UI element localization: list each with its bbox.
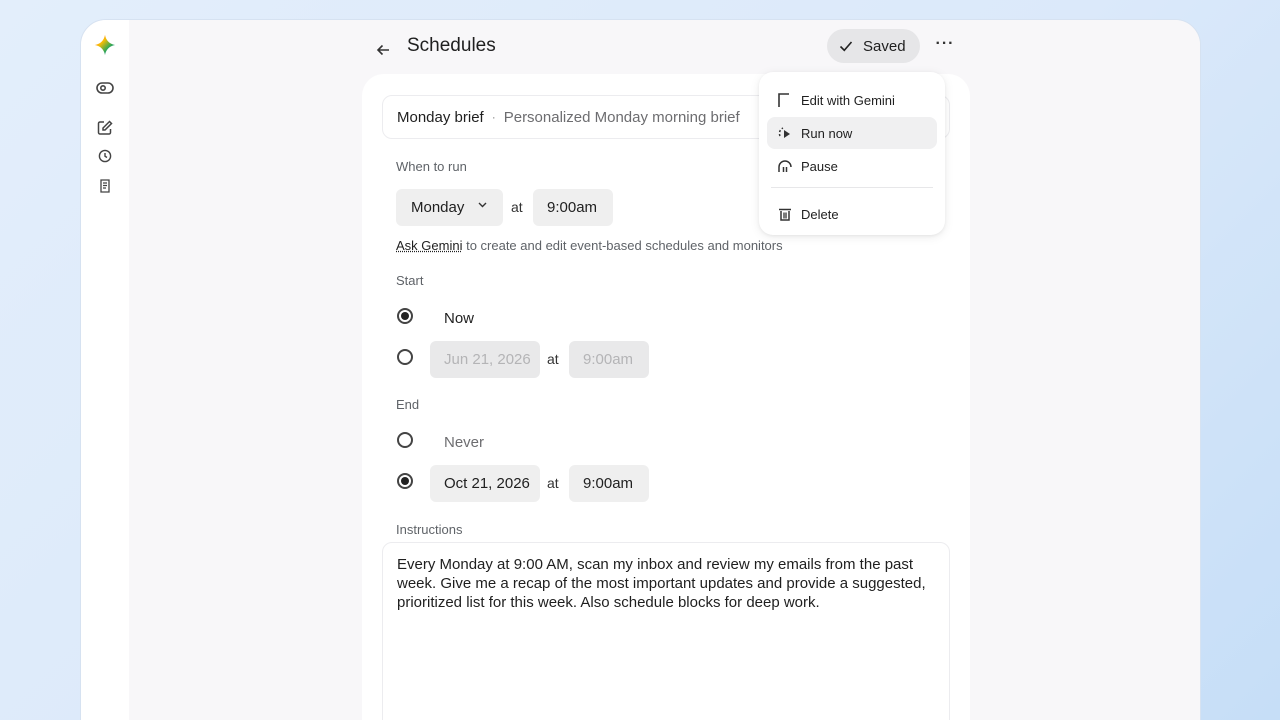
- start-time-field[interactable]: 9:00am: [569, 341, 649, 378]
- separator: ·: [491, 110, 496, 124]
- saved-label: Saved: [863, 37, 906, 55]
- instructions-textarea[interactable]: Every Monday at 9:00 AM, scan my inbox and review my emails from the past week. Give me a recap of the most important updates and provide a suggested, prioritized list for this week. Also schedule blocks for deep work.: [382, 542, 950, 720]
- schedule-description: Personalized Monday morning brief: [503, 108, 740, 126]
- end-date-radio[interactable]: [397, 473, 413, 489]
- at-label: at: [511, 199, 523, 215]
- app-window: [80, 19, 1201, 720]
- edit-gemini-icon: [777, 92, 793, 108]
- pause-icon: [777, 158, 793, 174]
- schedule-name: Monday brief: [397, 108, 484, 126]
- run-now-icon: [777, 125, 793, 141]
- more-options-button[interactable]: ···: [935, 35, 955, 52]
- day-value: Monday: [411, 199, 465, 216]
- instructions-label: Instructions: [396, 522, 463, 537]
- new-chat-icon[interactable]: [93, 116, 117, 140]
- run-time-field[interactable]: 9:00am: [533, 189, 613, 226]
- back-arrow-icon[interactable]: [372, 39, 394, 61]
- menu-item-delete[interactable]: [767, 198, 937, 230]
- end-never-label: Never: [444, 434, 485, 451]
- menu-item-label: Delete: [801, 206, 839, 222]
- document-icon[interactable]: [93, 174, 117, 198]
- end-date-field[interactable]: Oct 21, 2026: [430, 465, 540, 502]
- chevron-down-icon: [478, 202, 487, 208]
- menu-divider: [771, 187, 933, 188]
- end-at-label: at: [547, 475, 559, 491]
- day-select[interactable]: [396, 189, 503, 226]
- menu-item-pause[interactable]: [767, 150, 937, 182]
- start-date-radio[interactable]: [397, 349, 413, 365]
- hint-text: to create and edit event-based schedules and monitors: [462, 238, 783, 253]
- check-icon: [839, 40, 853, 52]
- end-label: End: [396, 397, 420, 412]
- trash-icon: [777, 206, 793, 222]
- gemini-logo-icon[interactable]: [93, 33, 117, 57]
- start-date-field[interactable]: Jun 21, 2026: [430, 341, 540, 378]
- page-title: Schedules: [407, 35, 496, 56]
- sidebar-rail: [81, 20, 129, 720]
- start-label: Start: [396, 273, 424, 288]
- start-now-label: Now: [444, 310, 475, 327]
- end-never-radio[interactable]: [397, 432, 413, 448]
- menu-item-edit-with-gemini[interactable]: [767, 84, 937, 116]
- start-at-label: at: [547, 351, 559, 367]
- end-time-field[interactable]: 9:00am: [569, 465, 649, 502]
- ask-gemini-hint: [396, 238, 783, 253]
- toggle-icon[interactable]: [93, 76, 117, 100]
- start-now-radio[interactable]: [397, 308, 413, 324]
- history-icon[interactable]: [93, 144, 117, 168]
- menu-item-run-now[interactable]: [767, 117, 937, 149]
- saved-button[interactable]: [827, 29, 920, 63]
- when-to-run-label: When to run: [396, 159, 467, 174]
- ask-gemini-link[interactable]: Ask Gemini: [396, 238, 463, 253]
- menu-item-label: Run now: [801, 125, 853, 141]
- menu-item-label: Pause: [801, 158, 838, 174]
- menu-item-label: Edit with Gemini: [801, 92, 895, 108]
- options-menu: [759, 72, 945, 235]
